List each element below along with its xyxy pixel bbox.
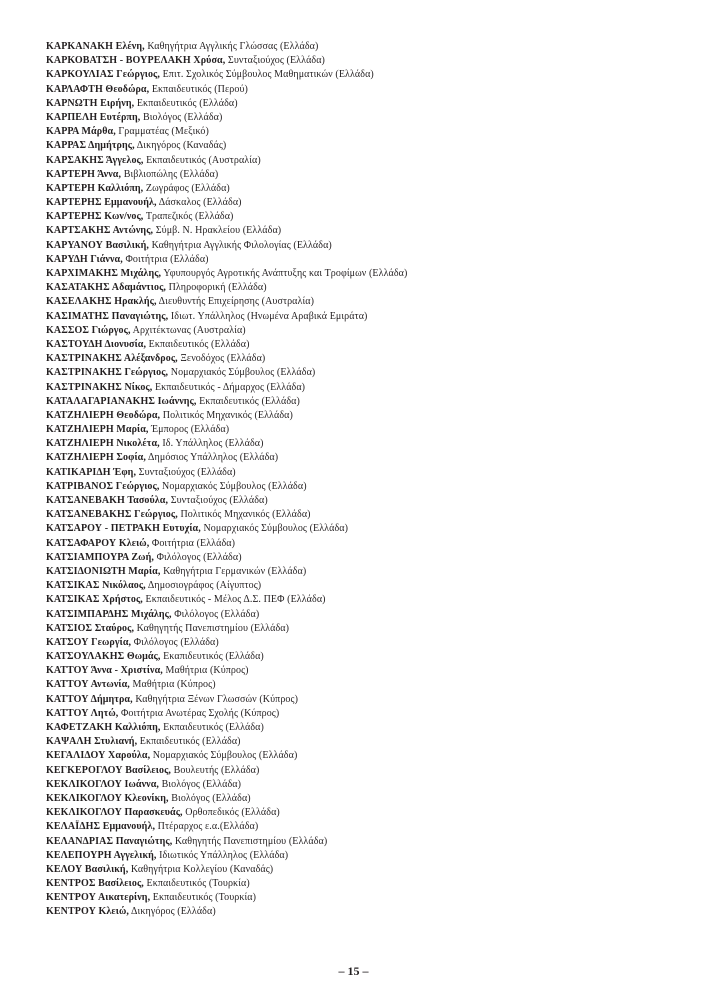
entry-description: Πληροφορική (Ελλάδα) <box>168 282 267 294</box>
list-item <box>46 295 686 309</box>
entry-name: ΚΑΡΥΔΗ Γιάννα, <box>46 253 123 265</box>
entry-name: ΚΕΓΑΛΙΔΟΥ Χαρούλα, <box>46 750 151 762</box>
list-item <box>46 210 686 224</box>
entry-name: ΚΑΤΤΟΥ Λητώ, <box>46 707 119 719</box>
entry-name: ΚΑΤΣΑΝΕΒΑΚΗΣ Γεώργιος, <box>46 509 178 521</box>
name-list <box>46 40 686 920</box>
entry-name: ΚΑΤΣΙΚΑΣ Χρήστος, <box>46 594 143 606</box>
entry-description: Δικηγόρος (Ελλάδα) <box>131 906 216 918</box>
entry-description: Καθηγητής Πανεπιστημίου (Ελλάδα) <box>174 835 328 847</box>
list-item <box>46 437 686 451</box>
entry-name: ΚΑΤΤΟΥ Αντωνία, <box>46 679 130 691</box>
entry-name: ΚΑΤΖΗΛΙΕΡΗ Σοφία, <box>46 452 146 464</box>
list-item <box>46 480 686 494</box>
entry-name: ΚΕΛΑΝΔΡΙΑΣ Παναγιώτης, <box>46 835 173 847</box>
entry-name: ΚΑΡΝΩΤΗ Ειρήνη, <box>46 97 135 109</box>
entry-description: Εκπαιδευτικός (Τουρκία) <box>152 892 257 904</box>
list-item <box>46 905 686 919</box>
list-item <box>46 54 686 68</box>
entry-name: ΚΑΤΣΟΥ Γεωργία, <box>46 636 132 648</box>
list-item <box>46 579 686 593</box>
list-item <box>46 622 686 636</box>
list-item <box>46 451 686 465</box>
list-item <box>46 522 686 536</box>
entry-name: ΚΑΡΧΙΜΑΚΗΣ Μιχάλης, <box>46 268 162 279</box>
list-item <box>46 749 686 763</box>
entry-description: Καθηγήτρια Γερμανικών (Ελλάδα) <box>163 565 307 577</box>
entry-description: Καθηγήτρια Αγγλικής Γλώσσας (Ελλάδα) <box>147 41 319 52</box>
entry-description: Ζωγράφος (Ελλάδα) <box>145 182 230 194</box>
entry-name: ΚΕΝΤΡΟΣ Βασίλειος, <box>46 878 144 890</box>
entry-description: Νομαρχιακός Σύμβουλος (Ελλάδα) <box>203 523 349 535</box>
entry-name: ΚΑΤΑΛΑΓΑΡΙΑΝΑΚΗΣ Ιωάννης, <box>46 395 197 407</box>
entry-description: Βουλευτής (Ελλάδα) <box>173 764 260 776</box>
entry-description: Νομαρχιακός Σύμβουλος (Ελλάδα) <box>162 480 307 492</box>
list-item <box>46 593 686 607</box>
entry-name: ΚΑΤΖΗΛΙΕΡΗ Μαρία, <box>46 424 149 436</box>
entry-description: Ορθοπεδικός (Ελλάδα) <box>185 807 280 819</box>
list-item <box>46 395 686 409</box>
list-item <box>46 735 686 749</box>
entry-description: Βιβλιοπώλης (Ελλάδα) <box>123 168 219 180</box>
list-item <box>46 253 686 267</box>
entry-name: ΚΑΤΖΗΛΙΕΡΗ Θεοδώρα, <box>46 409 161 421</box>
entry-name: ΚΑΦΕΤΖΑΚΗ Καλλιόπη, <box>46 722 161 733</box>
entry-name: ΚΑΣΑΤΑΚΗΣ Αδαμάντιος, <box>46 282 166 294</box>
entry-name: ΚΑΡΠΕΛΗ Ευτέρπη, <box>46 111 141 123</box>
list-item <box>46 849 686 863</box>
list-item <box>46 381 686 395</box>
entry-description: Καθηγητής Πανεπιστημίου (Ελλάδα) <box>136 622 290 634</box>
list-item <box>46 310 686 324</box>
entry-name: ΚΕΛΕΠΟΥΡΗ Αγγελική, <box>46 849 157 861</box>
list-item <box>46 154 686 168</box>
entry-description: Δημοσιογράφος (Αίγυπτος) <box>147 580 262 592</box>
list-item <box>46 764 686 778</box>
entry-description: Νομαρχιακός Σύμβουλος (Ελλάδα) <box>152 750 298 762</box>
entry-name: ΚΕΝΤΡΟΥ Κλειώ, <box>46 906 129 918</box>
list-item <box>46 267 686 281</box>
entry-name: ΚΑΤΡΙΒΑΝΟΣ Γεώργιος, <box>46 480 160 492</box>
entry-description: Γραμματέας (Μεξικό) <box>118 126 209 138</box>
list-item <box>46 806 686 820</box>
entry-description: Μαθήτρια (Κύπρος) <box>132 679 216 691</box>
entry-description: Ιδ. Υπάλληλος (Ελλάδα) <box>162 438 264 450</box>
entry-description: Βιολόγος (Ελλάδα) <box>142 111 223 123</box>
list-item <box>46 466 686 480</box>
entry-name: ΚΑΡΤΕΡΗ Άννα, <box>46 168 122 180</box>
list-item <box>46 721 686 735</box>
entry-name: ΚΑΡΤΕΡΗΣ Εμμανουήλ, <box>46 197 157 209</box>
entry-description: Επιτ. Σχολικός Σύμβουλος Μαθηματικών (Ελλάδα) <box>162 69 374 81</box>
entry-description: Εκπαιδευτικός (Ελλάδα) <box>148 338 250 350</box>
list-item <box>46 97 686 111</box>
list-item <box>46 551 686 565</box>
entry-description: Φοιτήτρια (Ελλάδα) <box>151 537 236 549</box>
entry-name: ΚΕΓΚΕΡΟΓΛΟΥ Βασίλειος, <box>46 764 172 776</box>
entry-name: ΚΑΣΤΟΥΔΗ Διονυσία, <box>46 338 147 350</box>
entry-name: ΚΕΚΛΙΚΟΓΛΟΥ Παρασκευάς, <box>46 807 183 819</box>
list-item <box>46 835 686 849</box>
entry-name: ΚΑΡΥΑΝΟΥ Βασιλική, <box>46 239 150 251</box>
entry-description: Εκπαιδευτικός (Αυστραλία) <box>146 154 261 166</box>
entry-name: ΚΑΡΚΑΝΑΚΗ Ελένη, <box>46 41 145 52</box>
entry-name: ΚΑΡΤΣΑΚΗΣ Αντώνης, <box>46 225 154 237</box>
entry-name: ΚΕΝΤΡΟΥ Αικατερίνη, <box>46 892 151 904</box>
list-item <box>46 678 686 692</box>
list-item <box>46 83 686 97</box>
entry-description: Ξενοδόχος (Ελλάδα) <box>180 353 266 365</box>
entry-description: Δάσκαλος (Ελλάδα) <box>158 197 242 209</box>
entry-name: ΚΑΤΣΙΚΑΣ Νικόλαος, <box>46 580 146 592</box>
entry-name: ΚΑΡΤΕΡΗΣ Κων/νος, <box>46 211 144 223</box>
entry-name: ΚΑΨΑΛΗ Στυλιανή, <box>46 736 138 748</box>
entry-name: ΚΕΚΛΙΚΟΓΛΟΥ Ιωάννα, <box>46 778 159 790</box>
list-item <box>46 863 686 877</box>
entry-name: ΚΑΡΚΟΥΛΙΑΣ Γεώργιος, <box>46 69 160 81</box>
entry-description: Φιλόλογος (Ελλάδα) <box>133 636 219 648</box>
list-item <box>46 792 686 806</box>
list-item <box>46 281 686 295</box>
entry-description: Συνταξιούχος (Ελλάδα) <box>227 55 325 67</box>
entry-name: ΚΑΡΤΕΡΗ Καλλιόπη, <box>46 182 144 194</box>
entry-description: Εκπαιδευτικός - Μέλος Δ.Σ. ΠΕΦ (Ελλάδα) <box>145 594 326 606</box>
list-item <box>46 338 686 352</box>
entry-description: Αρχιτέκτωνας (Αυστραλία) <box>132 324 246 336</box>
entry-name: ΚΕΛΟΥ Βασιλική, <box>46 863 129 875</box>
list-item <box>46 664 686 678</box>
entry-description: Έμπορος (Ελλάδα) <box>151 424 230 436</box>
entry-description: Βιολόγος (Ελλάδα) <box>171 792 251 804</box>
list-item <box>46 877 686 891</box>
entry-description: Ιδιωτ. Υπάλληλος (Ηνωμένα Αραβικά Εμιράτα) <box>170 310 368 322</box>
entry-description: Φιλόλογος (Ελλάδα) <box>174 608 260 620</box>
list-item <box>46 182 686 196</box>
entry-description: Εκπαιδευτικός (Ελλάδα) <box>136 97 238 109</box>
entry-name: ΚΑΣΕΛΑΚΗΣ Ηρακλής, <box>46 296 157 308</box>
entry-description: Δικηγόρος (Καναδάς) <box>136 140 227 152</box>
entry-description: Εκαπιδευτικός (Ελλάδα) <box>163 651 264 663</box>
entry-description: Καθηγήτρια Κολλεγίου (Καναδάς) <box>130 863 274 875</box>
list-item <box>46 224 686 238</box>
entry-description: Συνταξιούχος (Ελλάδα) <box>138 466 236 478</box>
entry-name: ΚΑΣΣΟΣ Γιώργος, <box>46 324 131 336</box>
entry-name: ΚΑΡΚΟΒΑΤΣΗ - ΒΟΥΡΕΛΑΚΗ Χρύσα, <box>46 55 226 67</box>
entry-name: ΚΑΡΣΑΚΗΣ Άγγελος, <box>46 154 144 166</box>
entry-name: ΚΑΣΤΡΙΝΑΚΗΣ Γεώργιος, <box>46 367 169 379</box>
entry-description: Πολιτικός Μηχανικός (Ελλάδα) <box>162 409 293 421</box>
entry-name: ΚΑΤΣΙΜΠΑΡΔΗΣ Μιχάλης, <box>46 608 172 620</box>
entry-name: ΚΑΤΖΗΛΙΕΡΗ Νικολέτα, <box>46 438 160 450</box>
list-item <box>46 565 686 579</box>
list-item <box>46 608 686 622</box>
entry-name: ΚΑΤΣΙΟΣ Σταύρος, <box>46 622 135 634</box>
entry-description: Καθηγήτρια Αγγλικής Φιλολογίας (Ελλάδα) <box>151 239 332 251</box>
list-item <box>46 650 686 664</box>
entry-description: Υφυπουργός Αγροτικής Ανάπτυξης και Τροφίμων (Ελλάδα) <box>163 268 408 279</box>
list-item <box>46 196 686 210</box>
entry-name: ΚΑΡΡΑ Μάρθα, <box>46 126 116 138</box>
entry-description: Ιδιωτικός Υπάλληλος (Ελλάδα) <box>159 849 289 861</box>
list-item <box>46 409 686 423</box>
list-item <box>46 125 686 139</box>
entry-description: Εκπαιδευτικός (Ελλάδα) <box>199 395 300 407</box>
entry-name: ΚΑΡΛΑΦΤΗ Θεοδώρα, <box>46 83 150 95</box>
entry-name: ΚΑΣΙΜΑΤΗΣ Παναγιώτης, <box>46 310 169 322</box>
list-item <box>46 820 686 834</box>
entry-name: ΚΑΤΙΚΑΡΙΔΗ Έφη, <box>46 466 137 478</box>
entry-name: ΚΑΤΣΑΝΕΒΑΚΗ Τασούλα, <box>46 495 169 506</box>
list-item <box>46 494 686 508</box>
list-item <box>46 111 686 125</box>
entry-description: Φιλόλογος (Ελλάδα) <box>156 551 242 563</box>
entry-name: ΚΑΡΡΑΣ Δημήτρης, <box>46 140 135 152</box>
list-item <box>46 537 686 551</box>
list-item <box>46 68 686 82</box>
list-item <box>46 423 686 437</box>
entry-name: ΚΑΤΣΟΥΛΑΚΗΣ Θωμάς, <box>46 651 161 663</box>
list-item <box>46 40 686 54</box>
entry-name: ΚΑΤΣΙΑΜΠΟΥΡΑ Ζωή, <box>46 551 154 563</box>
entry-name: ΚΕΚΛΙΚΟΓΛΟΥ Κλεονίκη, <box>46 792 169 804</box>
entry-description: Τραπεζικός (Ελλάδα) <box>145 211 234 223</box>
page-number: – 15 – <box>338 964 369 978</box>
list-item <box>46 239 686 253</box>
entry-description: Βιολόγος (Ελλάδα) <box>161 778 242 790</box>
list-item <box>46 366 686 380</box>
entry-name: ΚΑΤΣΑΡΟΥ - ΠΕΤΡΑΚΗ Ευτυχία, <box>46 523 201 535</box>
entry-name: ΚΕΛΑΪΔΗΣ Εμμανουήλ, <box>46 821 156 833</box>
list-item <box>46 636 686 650</box>
entry-description: Εκπαιδευτικός (Περού) <box>151 83 248 95</box>
entry-description: Συνταξιούχος (Ελλάδα) <box>170 495 268 506</box>
entry-description: Εκπαιδευτικός - Δήμαρχος (Ελλάδα) <box>154 381 306 393</box>
entry-description: Νομαρχιακός Σύμβουλος (Ελλάδα) <box>170 367 316 379</box>
entry-description: Εκπαιδευτικός (Ελλάδα) <box>139 736 241 748</box>
entry-description: Δημόσιος Υπάλληλος (Ελλάδα) <box>148 452 279 464</box>
entry-description: Μαθήτρια (Κύπρος) <box>165 665 249 677</box>
entry-description: Καθηγήτρια Ξένων Γλωσσών (Κύπρος) <box>135 693 299 705</box>
entry-description: Εκπαιδευτικός (Τουρκία) <box>146 878 250 890</box>
entry-description: Σύμβ. Ν. Ηρακλείου (Ελλάδα) <box>155 225 282 237</box>
entry-description: Πτέραρχος ε.α.(Ελλάδα) <box>157 821 259 833</box>
list-item <box>46 508 686 522</box>
entry-name: ΚΑΤΤΟΥ Δήμητρα, <box>46 693 133 705</box>
entry-name: ΚΑΤΣΙΔΟΝΙΩΤΗ Μαρία, <box>46 565 161 577</box>
list-item <box>46 168 686 182</box>
entry-name: ΚΑΣΤΡΙΝΑΚΗΣ Αλέξανδρος, <box>46 353 178 365</box>
entry-description: Φοιτήτρια (Ελλάδα) <box>125 253 209 265</box>
entry-description: Εκπαιδευτικός (Ελλάδα) <box>163 722 264 733</box>
entry-name: ΚΑΤΤΟΥ Άννα - Χριστίνα, <box>46 665 163 677</box>
list-item <box>46 707 686 721</box>
entry-name: ΚΑΤΣΑΦΑΡΟΥ Κλειώ, <box>46 537 150 549</box>
list-item <box>46 693 686 707</box>
list-item <box>46 139 686 153</box>
list-item <box>46 324 686 338</box>
list-item <box>46 891 686 905</box>
list-item <box>46 352 686 366</box>
entry-description: Πολιτικός Μηχανικός (Ελλάδα) <box>180 509 311 521</box>
entry-description: Διευθυντής Επιχείρησης (Αυστραλία) <box>158 296 315 308</box>
list-item <box>46 778 686 792</box>
entry-name: ΚΑΣΤΡΙΝΑΚΗΣ Νίκος, <box>46 381 153 393</box>
entry-description: Φοιτήτρια Ανωτέρας Σχολής (Κύπρος) <box>120 707 280 719</box>
